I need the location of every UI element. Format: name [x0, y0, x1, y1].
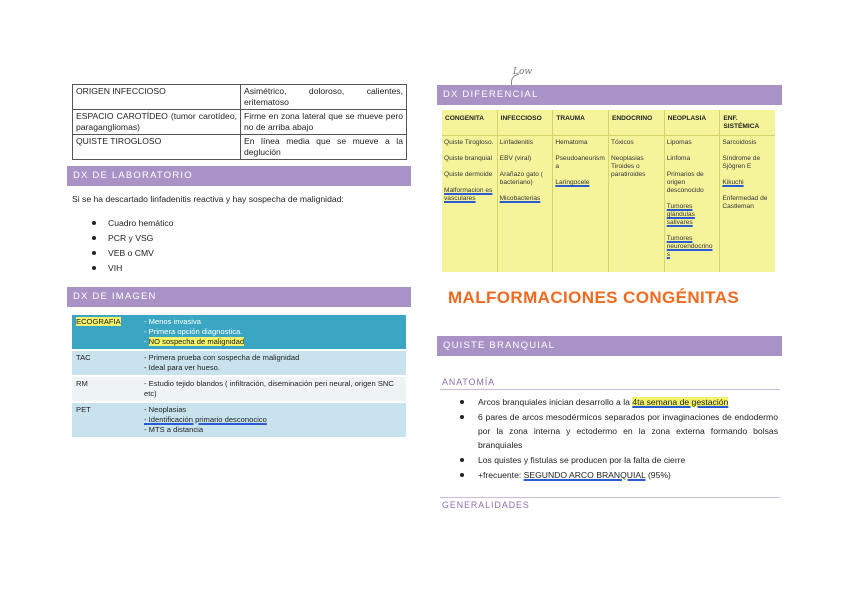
list-item: VIH: [92, 263, 173, 278]
divider: [440, 389, 780, 390]
table-cell: [140, 377, 406, 401]
list-item: Linfoma: [666, 155, 691, 162]
table-cell-key: RM: [72, 377, 140, 401]
row-key: ECOGRAFIA: [76, 317, 121, 326]
dx-column: [609, 110, 665, 272]
table-cell: QUISTE TIROGLOSO: [73, 135, 241, 160]
table-row: [72, 351, 406, 375]
list-item: - Ideal para ver hueso.: [144, 363, 402, 373]
list-item: - Primera prueba con sospecha de malignidad: [144, 353, 402, 363]
list-item: Primarios de origen desconocido: [666, 171, 704, 194]
list-item: [460, 453, 778, 467]
dx-column: [665, 110, 721, 272]
list-item: Tumores neuroendocrino s: [666, 235, 713, 258]
list-item: Arañazo gato ( bacteriano): [499, 171, 543, 186]
list-item: [460, 410, 778, 452]
list-item: PCR y VSG: [92, 233, 173, 248]
list-item: Laringocele: [555, 179, 590, 186]
highlighted-text: 4ta semana de gestación: [632, 397, 729, 407]
section-header-laboratorio: [67, 166, 411, 186]
list-item: - Menos invasiva: [144, 317, 402, 327]
lab-intro-text: Si se ha descartado linfadenitis reactiva y hay sospecha de malignidad:: [72, 194, 344, 204]
table-cell-key: TAC: [72, 351, 140, 375]
table-cell: En línea media que se mueve a la deglución: [241, 135, 407, 160]
text: Los quistes y fistulas se producen por la falta de cierre: [478, 455, 686, 465]
anatomy-list: [460, 395, 778, 483]
text: +frecuente:: [478, 470, 524, 480]
table-row: [73, 110, 407, 135]
table-cell: Firme en zona lateral que se mueve pero no de arriba abajo: [241, 110, 407, 135]
handwritten-annotation: Low: [513, 67, 533, 77]
list-item: Kikuchi: [722, 179, 744, 186]
list-item: Sarcoidosis: [722, 139, 757, 146]
list-item: Quiste Tirogloso.: [444, 139, 494, 146]
highlighted-text: SEGUNDO ARCO BRANQUIAL: [523, 470, 646, 480]
column-header: INFECCIOSO: [498, 112, 553, 136]
list-item: EBV (viral): [499, 155, 532, 162]
table-cell: [140, 315, 406, 349]
list-item: - Estudio tejido blandos ( infiltración, diseminación peri neural, origen SNC etc): [144, 379, 402, 399]
list-item: - Identificación primario desconocico: [144, 415, 402, 425]
list-item: Quiste dermoide: [444, 171, 493, 178]
table-row: [72, 315, 406, 349]
clinical-table: [72, 84, 407, 160]
highlighted-text: NO sospecha de malignidad: [148, 337, 245, 346]
list-item: Micobacterias: [499, 195, 541, 202]
list-item: - Primera opción diagnostica.: [144, 327, 402, 337]
list-item: Linfadenitis: [499, 139, 534, 146]
table-cell: ORIGEN INFECCIOSO: [73, 85, 241, 110]
page-title: MALFORMACIONES CONGÉNITAS: [448, 288, 740, 307]
column-header: ENDOCRINO: [609, 112, 664, 136]
table-cell: [140, 351, 406, 375]
list-item: - Neoplasias: [144, 405, 402, 415]
text: (95%): [645, 470, 671, 480]
list-item: Síndrome de Sjögren E: [722, 155, 761, 170]
table-cell-key: [72, 315, 140, 349]
section-header-imagen: [67, 287, 411, 307]
table-cell: [140, 403, 406, 437]
dx-column: [442, 110, 498, 272]
list-item: Quiste branquial: [444, 155, 493, 162]
dx-column: [720, 110, 775, 272]
list-item: [460, 468, 778, 482]
table-row: [72, 377, 406, 401]
differential-grid: [442, 110, 775, 272]
table-cell-key: PET: [72, 403, 140, 437]
imaging-table: [72, 313, 406, 439]
subsection-title: GENERALIDADES: [442, 500, 530, 510]
table-row: [73, 135, 407, 160]
column-header: ENF. SISTÉMICA: [720, 112, 775, 136]
column-header: CONGENITA: [442, 112, 497, 136]
section-header-diferencial: [437, 85, 782, 105]
text: Arcos branquiales inician desarrollo a la: [478, 397, 633, 407]
list-item: Malformacion es vasculares: [444, 187, 493, 202]
list-item: Enfermedad de Castleman: [722, 195, 768, 210]
dx-column: [553, 110, 609, 272]
text: 6 pares de arcos mesodérmicos separados por invaginaciones de endodermo por la zona interna y ectodermo en la zona externa formando bolsas branquiales: [478, 412, 778, 450]
subsection-title: ANATOMÍA: [442, 377, 496, 387]
section-title: DX DE LABORATORIO: [73, 170, 193, 181]
table-row: [73, 85, 407, 110]
list-item: Cuadro hemático: [92, 218, 173, 233]
list-item: Pseudoaneurism a: [555, 155, 605, 170]
list-item: Lipomas: [666, 139, 692, 146]
list-item: Neoplasias Tiroides o paratiroides: [611, 155, 646, 178]
column-header: NEOPLASIA: [665, 112, 720, 136]
list-item: VEB o CMV: [92, 248, 173, 263]
table-row: [72, 403, 406, 437]
table-cell: ESPACIO CAROTÍDEO (tumor carotídeo, paragangliomas): [73, 110, 241, 135]
column-header: TRAUMA: [553, 112, 608, 136]
list-item: Tóxicos: [611, 139, 634, 146]
list-item: Tumores glándulas salivares: [666, 203, 695, 226]
section-header-quiste-branquial: [437, 336, 782, 356]
lab-list: [92, 218, 173, 278]
section-title: QUISTE BRANQUIAL: [443, 340, 556, 351]
section-title: DX DE IMAGEN: [73, 291, 157, 302]
dx-column: [498, 110, 554, 272]
list-item: - MTS a distancia: [144, 425, 402, 435]
section-title: DX DIFERENCIAL: [443, 89, 539, 100]
list-item: [144, 337, 402, 347]
table-cell: Asimétrico, doloroso, calientes, eritematoso: [241, 85, 407, 110]
list-item: [460, 395, 778, 409]
list-item: Hematoma: [555, 139, 588, 146]
divider: [440, 497, 780, 498]
